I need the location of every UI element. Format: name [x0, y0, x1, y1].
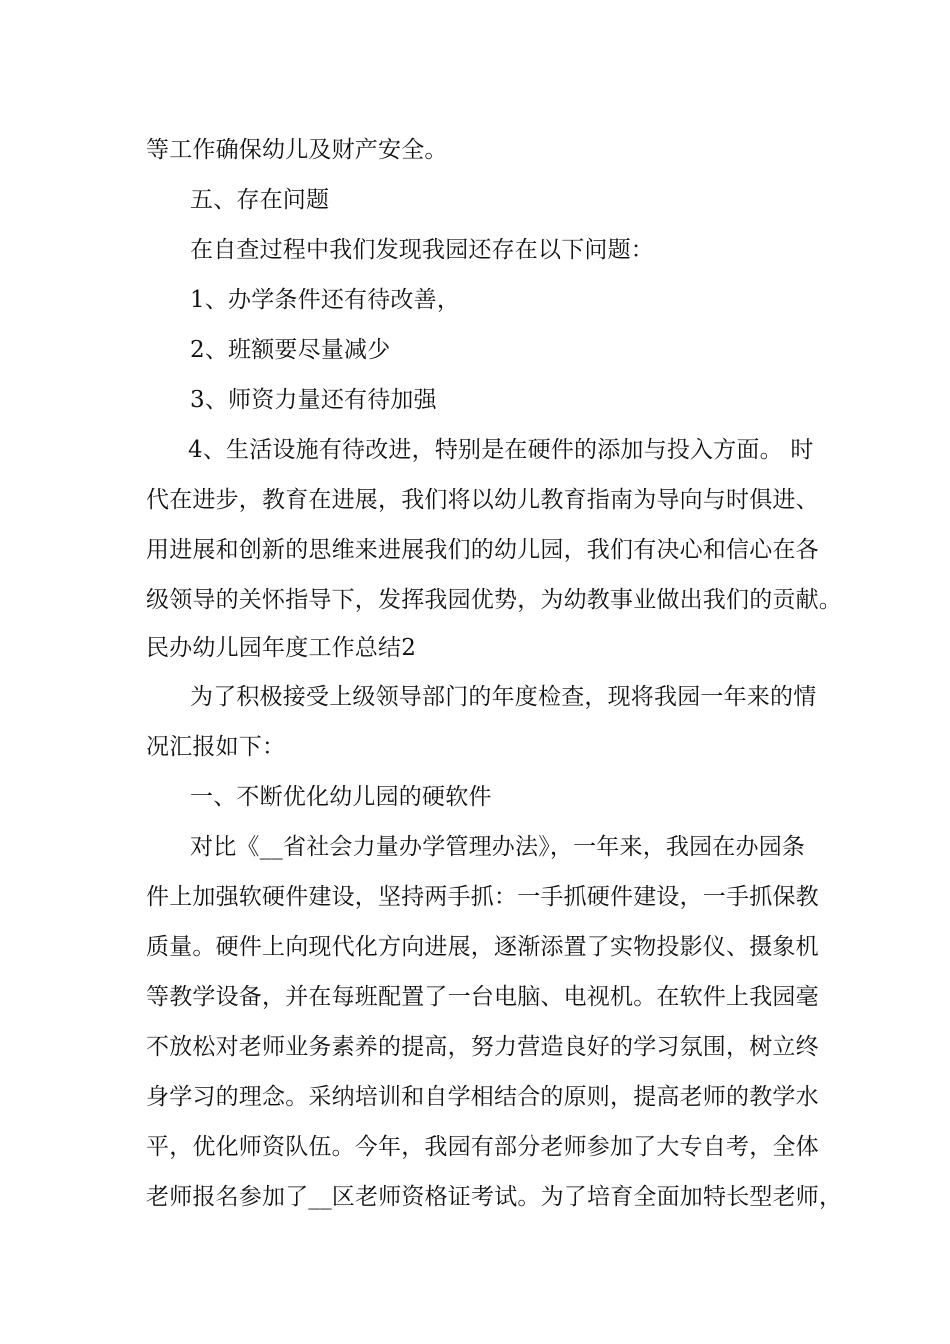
- paragraph-line: 用进展和创新的思维来进展我们的幼儿园，我们有决心和信心在各: [146, 537, 819, 563]
- paragraph-line: 身学习的理念。采纳培训和自学相结合的原则，提高老师的教学水: [146, 1084, 819, 1110]
- paragraph-line: 不放松对老师业务素养的提高，努力营造良好的学习氛围，树立终: [146, 1034, 819, 1060]
- paragraph-line: 等工作确保幼儿及财产安全。: [146, 137, 448, 163]
- paragraph-line: 老师报名参加了__区老师资格证考试。为了培育全面加特长型老师，: [146, 1184, 843, 1210]
- paragraph-line: 等教学设备，并在每班配置了一台电脑、电视机。在软件上我园毫: [146, 984, 819, 1010]
- paragraph-line: 质量。硬件上向现代化方向进展，逐渐添置了实物投影仪、摄象机: [146, 934, 819, 960]
- paragraph-line: 在自查过程中我们发现我园还存在以下问题：: [190, 237, 654, 263]
- paragraph-line: 级领导的关怀指导下，发挥我园优势，为幼教事业做出我们的贡献。: [146, 587, 842, 613]
- paragraph-line: 为了积极接受上级领导部门的年度检查，现将我园一年来的情: [190, 684, 817, 710]
- paragraph-line: 平，优化师资队伍。今年，我园有部分老师参加了大专自考，全体: [146, 1134, 819, 1160]
- list-item: 4、生活设施有待改进，特别是在硬件的添加与投入方面。 时: [188, 437, 814, 463]
- paragraph-line: 对比《__省社会力量办学管理办法》，一年来，我园在办园条: [190, 834, 806, 860]
- paragraph-line: 况汇报如下：: [146, 734, 286, 760]
- paragraph-line: 件上加强软硬件建设，坚持两手抓：一手抓硬件建设，一手抓保教: [146, 884, 819, 910]
- list-item: 2、班额要尽量减少: [190, 337, 391, 363]
- paragraph-line: 代在进步，教育在进展，我们将以幼儿教育指南为导向与时俱进、: [146, 487, 819, 513]
- list-item: 1、办学条件还有待改善，: [190, 287, 461, 313]
- section-heading: 一、不断优化幼儿园的硬软件: [190, 784, 492, 810]
- section-heading: 五、存在问题: [190, 187, 330, 213]
- document-title: 民办幼儿园年度工作总结2: [146, 635, 417, 661]
- list-item: 3、师资力量还有待加强: [190, 387, 437, 413]
